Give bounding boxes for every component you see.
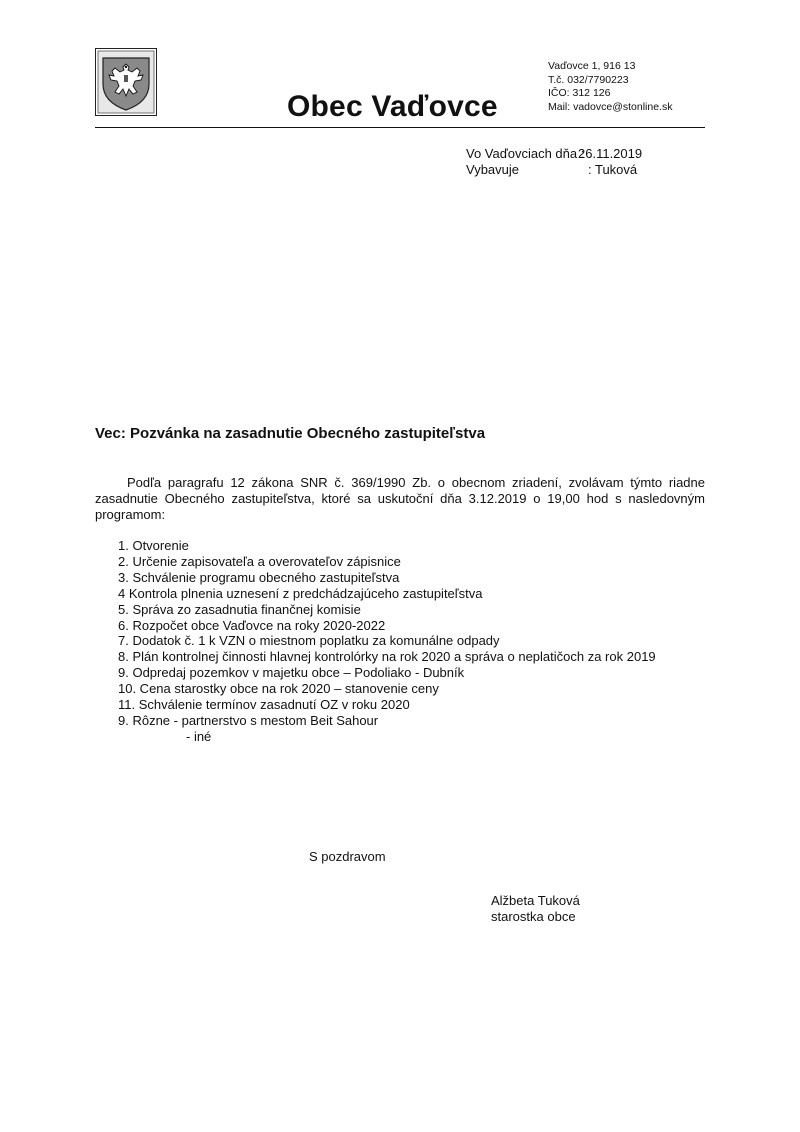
agenda-item: 6. Rozpočet obce Vaďovce na roky 2020-2022 [118, 617, 386, 633]
eagle-crest-icon [95, 48, 157, 116]
page-title: Obec Vaďovce [287, 90, 498, 123]
contact-email: Mail: vadovce@stonline.sk [548, 100, 673, 113]
agenda-item: 11. Schválenie termínov zasadnutí OZ v roku 2020 [118, 697, 410, 713]
handler-row [466, 162, 642, 178]
agenda-item: 9. Rôzne - partnerstvo s mestom Beit Sahour [118, 712, 379, 728]
agenda-item: 5. Správa zo zasadnutia finančnej komisie [118, 601, 361, 617]
date-block [466, 146, 642, 178]
agenda-list [118, 538, 656, 745]
signer-name: Alžbeta Tuková [491, 893, 580, 908]
contact-info [548, 60, 672, 114]
contact-address: Vaďovce 1, 916 13 [548, 60, 636, 72]
handler-value: : Tuková [588, 162, 638, 177]
date-label: Vo Vaďovciach dňa : [466, 146, 585, 161]
agenda-item: 1. Otvorenie [118, 538, 189, 553]
letter-subject: Vec: Pozvánka na zasadnutie Obecného zastupiteľstva [95, 425, 486, 442]
agenda-item: 3. Schválenie programu obecného zastupiteľstva [118, 569, 400, 585]
coat-of-arms-logo [95, 48, 157, 116]
header-divider [95, 127, 705, 128]
agenda-item: 8. Plán kontrolnej činnosti hlavnej kontrolórky na rok 2020 a správa o neplatičoch za rok 2019 [118, 649, 656, 665]
signature-block [491, 893, 580, 925]
body-paragraph [95, 475, 705, 523]
agenda-item: 10. Cena starostky obce na rok 2020 – stanovenie ceny [118, 681, 439, 697]
date-row [466, 146, 642, 162]
agenda-item: 2. Určenie zapisovateľa a overovateľov zápisnice [118, 553, 401, 569]
contact-ico: IČO: 312 126 [548, 87, 611, 99]
agenda-item: 9. Odpredaj pozemkov v majetku obce – Podoliako - Dubník [118, 665, 465, 681]
handler-label: Vybavuje [466, 162, 519, 177]
body-text: Podľa paragrafu 12 zákona SNR č. 369/1990 Zb. o obecnom zriadení, zvolávam týmto riadne zasadnutie Obecného zastupiteľstva, ktoré sa uskutoční dňa 3.12.2019 o 19,00 hod s nasledovným programom: [95, 475, 705, 522]
agenda-subitem: - iné [186, 728, 212, 744]
signer-role: starostka obce [491, 909, 576, 924]
contact-phone: T.č. 032/7790223 [548, 73, 629, 86]
agenda-item: 4 Kontrola plnenia uznesení z predchádzajúceho zastupiteľstva [118, 585, 483, 601]
date-value: 26.11.2019 [578, 146, 643, 161]
closing-greeting: S pozdravom [309, 849, 386, 864]
agenda-item: 7. Dodatok č. 1 k VZN o miestnom poplatku za komunálne odpady [118, 633, 500, 649]
